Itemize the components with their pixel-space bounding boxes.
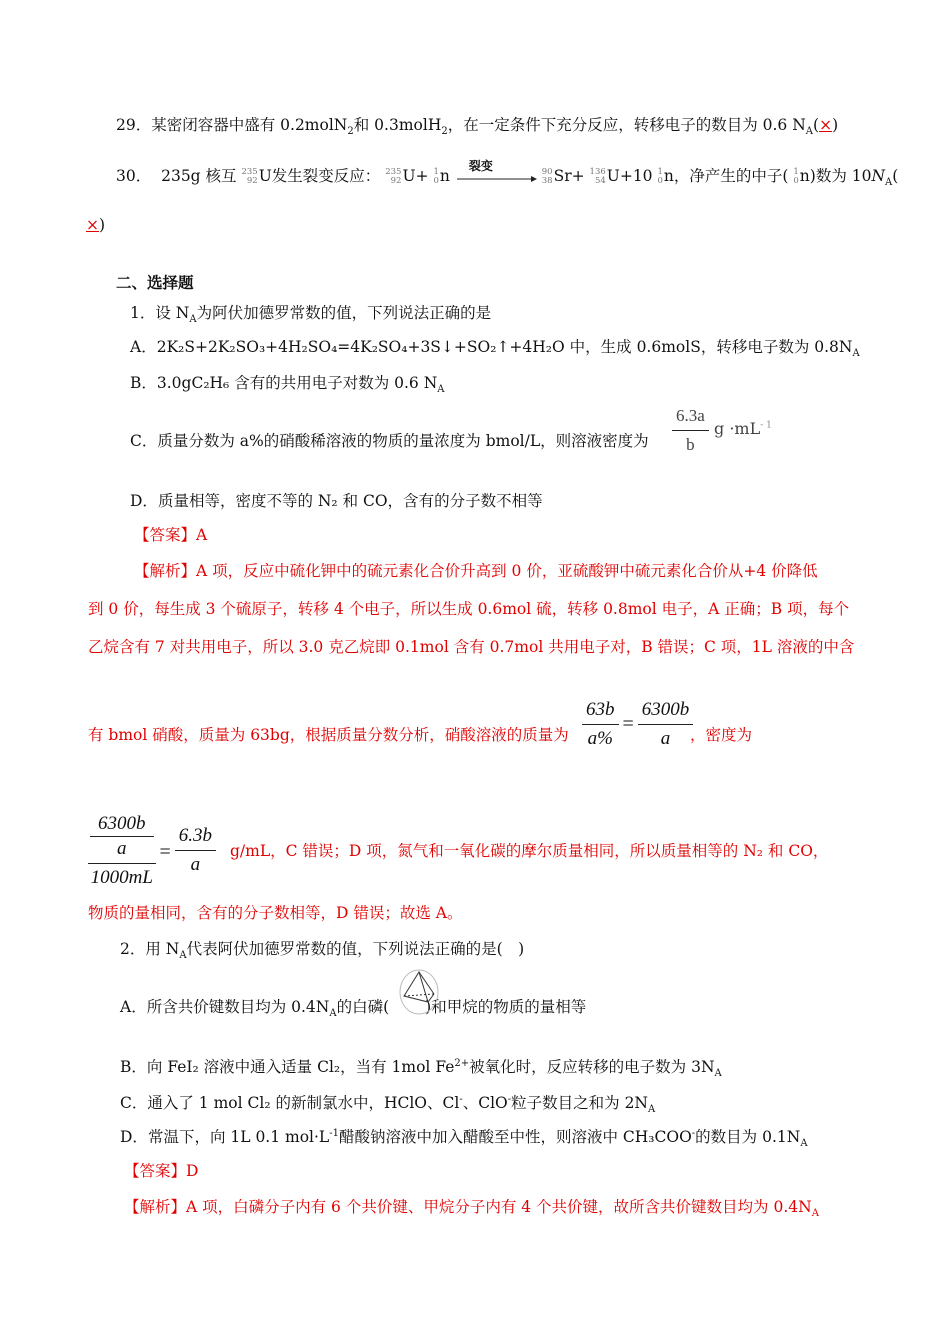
p1-answer: 【答案】A <box>134 526 208 544</box>
q30-line: 30． 235g 核互 235 92 U发生裂变反应： 235 92 U+ 1 0 n 裂变 90 38 Sr+ 136 54 U+10 1 0 n，净产生的中子( 1 0 n)数为 $10N_A$( <box>116 159 899 189</box>
mass-fraction-eq: $\frac{63b}{a\%}$ = $\frac{6300b}{a}$ <box>582 698 693 751</box>
p1-analysis-2: 到 0 价，每生成 3 个硫原子，转移 4 个电子，所以生成 0.6mol 硫，转移 0.8mol 电子，A 正确；B 项，每个 <box>88 600 850 618</box>
p1-analysis-4b: ，密度为 <box>690 726 753 744</box>
p1-option-b: B．3.0gC₂H₆ 含有的共用电子对数为 0.6 $N_A$ <box>130 374 445 396</box>
q29-line: 29．某密闭容器中盛有 0.2molN$_2$和 0.3molH$_2$，在一定条件下充分反应，转移电子的数目为 0.6 $N_A(\times)$ <box>116 116 839 138</box>
wrong-mark: × <box>86 216 99 234</box>
p1-analysis-1: 【解析】A 项，反应中硫化钾中的硫元素化合价升高到 0 价，亚硫酸钾中硫元素化合价从+4 价降低 <box>134 562 818 580</box>
p1-option-d: D．质量相等，密度不等的 N₂ 和 CO，含有的分子数不相等 <box>130 492 543 510</box>
q30-mark-line: ×) <box>86 216 106 234</box>
p2-option-a: A．所含共价键数目均为 $0.4N_A$的白磷( )和甲烷的物质的量相等 <box>120 998 587 1020</box>
p2-stem: 2．用 $N_A$代表阿伏加德罗常数的值，下列说法正确的是( ) <box>120 940 525 962</box>
q30-number: 30． <box>116 167 152 185</box>
p1-analysis-6: 物质的量相同，含有的分子数相等，D 错误；故选 A。 <box>88 904 463 922</box>
q29-number: 29． <box>116 116 152 134</box>
nuclide-u235: 235 92 <box>241 167 258 186</box>
p2-option-c: C．通入了 1 mol Cl₂ 的新制氯水中，HClO、Cl-、ClO-粒子数目之和为 $2N_A$ <box>120 1093 656 1116</box>
p2-option-d: D．常温下，向 1L 0.1 $mol\cdot L^{-1}$醋酸钠溶液中加入醋酸至中性，则溶液中 CH₃COO-的数目为 $0.1N_A$ <box>120 1127 808 1150</box>
p1-analysis-4: 有 bmol 硝酸，质量为 63bg，根据质量分数分析，硝酸溶液的质量为 <box>88 726 569 744</box>
density-calc-eq: 6300b a 1000mL = $\frac{6.3b}{a}$ <box>88 812 216 892</box>
p1-analysis-5: g/mL，C 错误；D 项，氮气和一氧化碳的摩尔质量相同，所以质量相等的 N₂ 和 CO， <box>230 842 829 860</box>
density-fraction: $\frac{6.3a}{b}$ <box>672 404 709 457</box>
white-phosphorus-tetrahedron-icon <box>398 966 442 1016</box>
p1-option-a: A．2K₂S+2K₂SO₃+4H₂SO₄=4K₂SO₄+3S↓+SO₂↑+4H₂O 中，生成 0.6molS，转移电子数为 $0.8N_A$ <box>130 338 860 360</box>
fission-arrow: 裂变 <box>455 165 537 189</box>
section-title: 二、选择题 <box>116 273 194 292</box>
p1-stem: 1．设 $N_A$为阿伏加德罗常数的值，下列说法正确的是 <box>130 304 492 326</box>
p2-analysis-1: 【解析】A 项，白磷分子内有 6 个共价键、甲烷分子内有 4 个共价键，故所含共价键数目均为 $0.4N_A$ <box>124 1198 819 1220</box>
p1-option-c: C．质量分数为 a%的硝酸稀溶液的物质的量浓度为 bmol/L，则溶液密度为 <box>130 432 649 450</box>
p1-analysis-3: 乙烷含有 7 对共用电子，所以 3.0 克乙烷即 0.1mol 含有 0.7mol 共用电子对，B 错误；C 项，1L 溶液的中含 <box>88 638 855 656</box>
p2-answer: 【答案】D <box>124 1162 199 1180</box>
p2-option-b: B．向 FeI₂ 溶液中通入适量 Cl₂，当有 1mol $Fe^{2+}$被氧化时，反应转移的电子数为 $3N_A$ <box>120 1057 722 1080</box>
wrong-mark: × <box>819 116 833 134</box>
density-unit: $g \cdot mL^{- 1}$ <box>714 419 772 438</box>
